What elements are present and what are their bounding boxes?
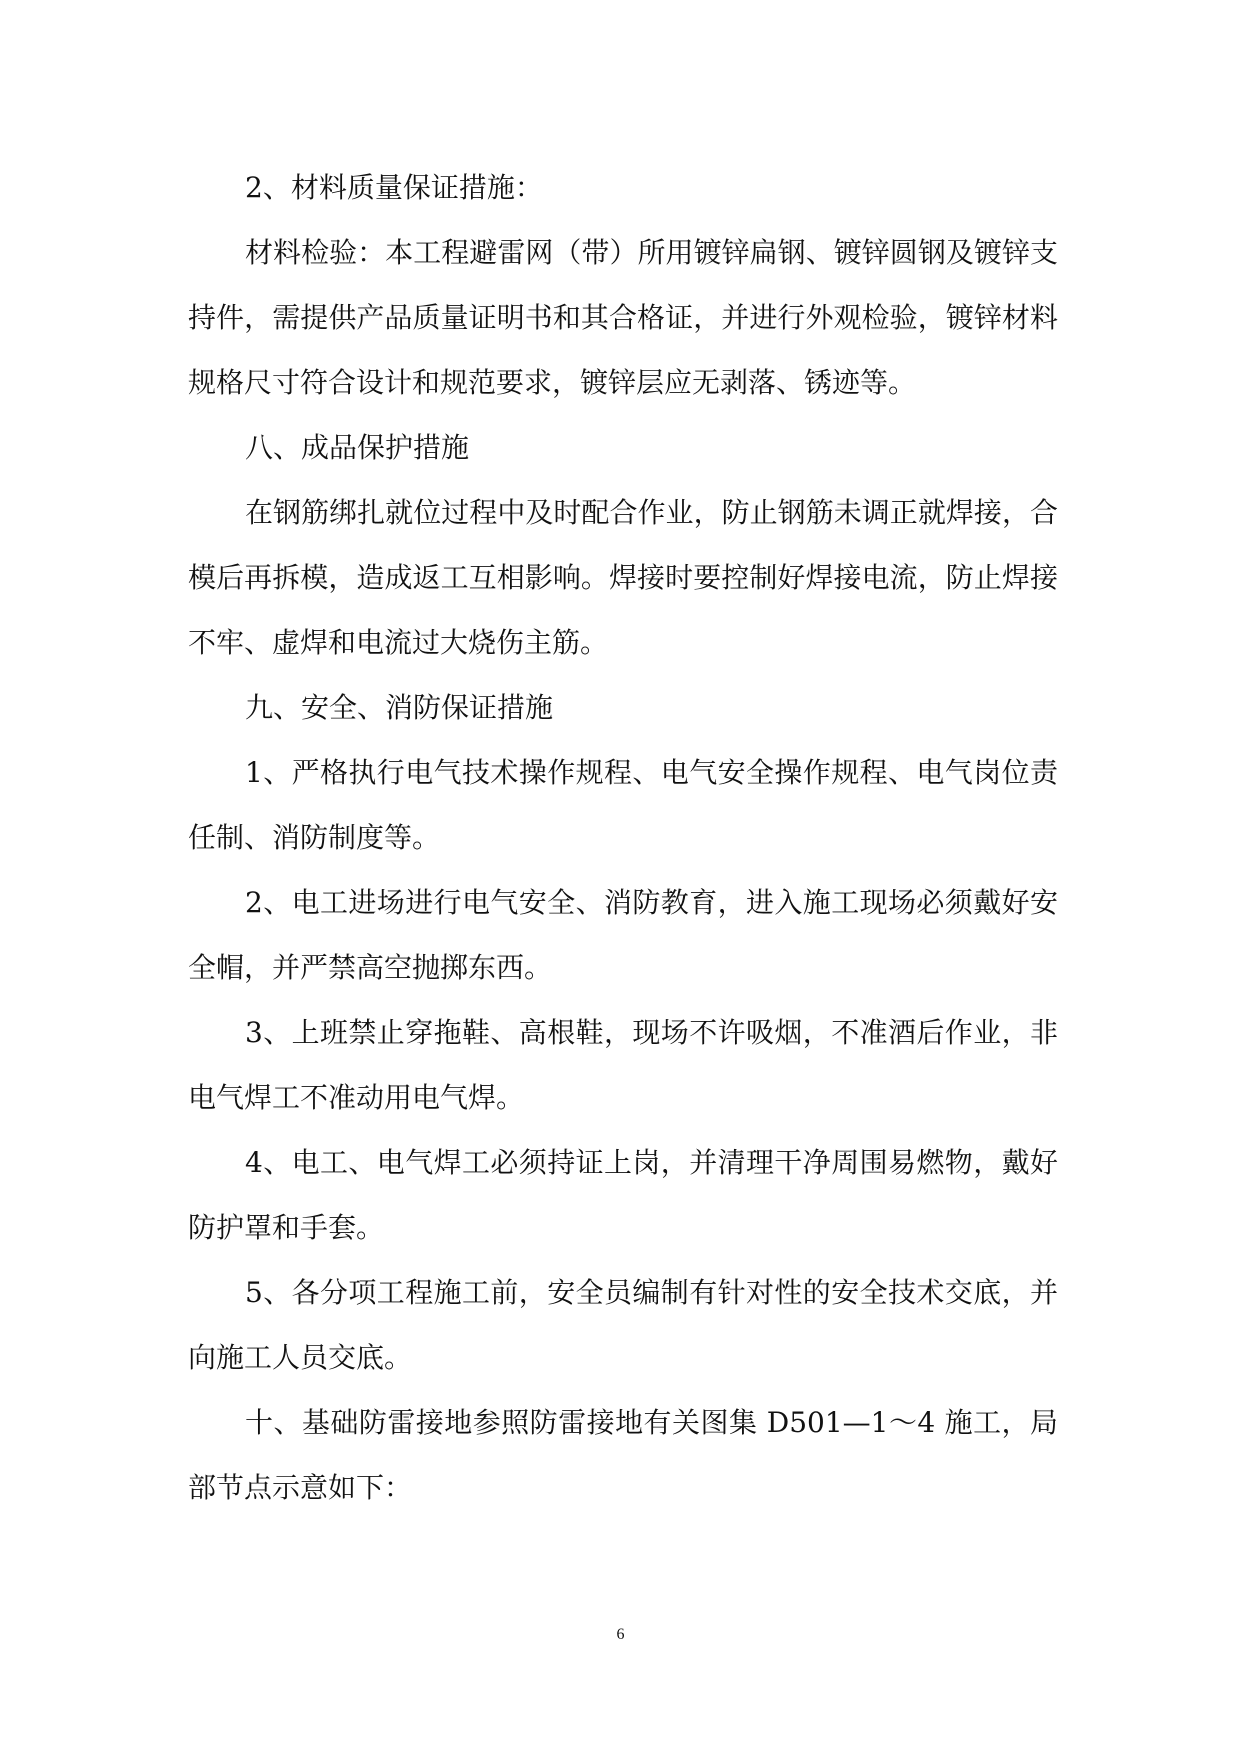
heading-safety-fire: 九、安全、消防保证措施 <box>245 691 554 724</box>
paragraph-safety-item-4: 4、电工、电气焊工必须持证上岗，并清理干净周围易燃物，戴好防护罩和手套。 <box>188 1146 1058 1244</box>
paragraph-product-protection: 在钢筋绑扎就位过程中及时配合作业，防止钢筋未调正就焊接，合模后再拆模，造成返工互相影响。焊接时要控制好焊接电流，防止焊接不牢、虚焊和电流过大烧伤主筋。 <box>188 496 1058 659</box>
paragraph-safety-item-2: 2、电工进场进行电气安全、消防教育，进入施工现场必须戴好安全帽，并严禁高空抛掷东西。 <box>188 886 1058 984</box>
document-body <box>188 155 1058 1520</box>
page-number: 6 <box>616 1626 625 1643</box>
heading-lightning-grounding: 十、基础防雷接地参照防雷接地有关图集 D501—1～4 施工，局部节点示意如下： <box>188 1406 1058 1504</box>
paragraph-material-inspection: 材料检验：本工程避雷网（带）所用镀锌扁钢、镀锌圆钢及镀锌支持件，需提供产品质量证明书和其合格证，并进行外观检验，镀锌材料规格尺寸符合设计和规范要求，镀锌层应无剥落、锈迹等。 <box>188 236 1058 399</box>
paragraph-safety-item-3: 3、上班禁止穿拖鞋、高根鞋，现场不许吸烟，不准酒后作业，非电气焊工不准动用电气焊。 <box>188 1016 1058 1114</box>
heading-product-protection: 八、成品保护措施 <box>245 431 470 464</box>
paragraph-safety-item-1: 1、严格执行电气技术操作规程、电气安全操作规程、电气岗位责任制、消防制度等。 <box>188 756 1058 854</box>
paragraph-safety-item-5: 5、各分项工程施工前，安全员编制有针对性的安全技术交底，并向施工人员交底。 <box>188 1276 1058 1374</box>
heading-material-quality: 2、材料质量保证措施： <box>245 171 543 204</box>
